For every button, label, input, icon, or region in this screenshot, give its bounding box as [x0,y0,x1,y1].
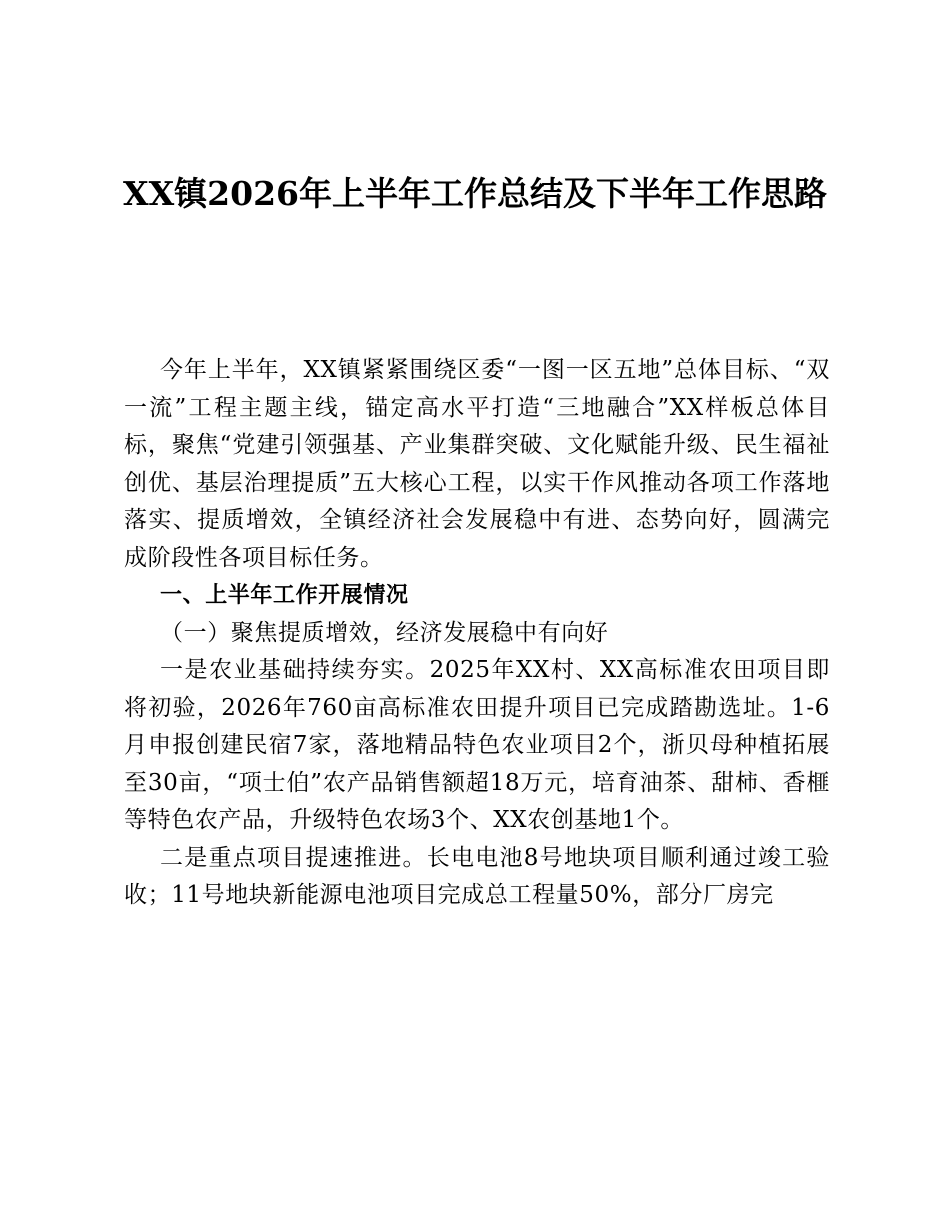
section-heading: 一、上半年工作开展情况 [160,583,409,608]
projects-paragraph: 二是重点项目提速推进。长电电池8号地块项目顺利通过竣工验收；11号地块新能源电池项目完成总工程量50%，部分厂房完 [124,844,830,908]
document-title: XX镇2026年上半年工作总结及下半年工作思路 [122,174,828,213]
agriculture-paragraph: 一是农业基础持续夯实。2025年XX村、XX高标准农田项目即将初验，2026年760亩高标准农田提升项目已完成踏勘选址。1-6月申报创建民宿7家，落地精品特色农业项目2个，浙贝母种植拓展至30亩，“项士伯”农产品销售额超18万元，培育油茶、甜柿、香榧等特色农产品，升级特色农场3个、XX农创基地1个。 [124,657,830,833]
subsection-heading: （一）聚焦提质增效，经济发展稳中有向好 [160,619,609,646]
document-body [124,352,830,915]
intro-paragraph: 今年上半年，XX镇紧紧围绕区委“一图一区五地”总体目标、“双一流”工程主题主线，锚定高水平打造“三地融合”XX样板总体目标，聚焦“党建引领强基、产业集群突破、文化赋能升级、民生福祉创优、基层治理提质”五大核心工程，以实干作风推动各项工作落地落实、提质增效，全镇经济社会发展稳中有进、态势向好，圆满完成阶段性各项目标任务。 [124,357,830,571]
